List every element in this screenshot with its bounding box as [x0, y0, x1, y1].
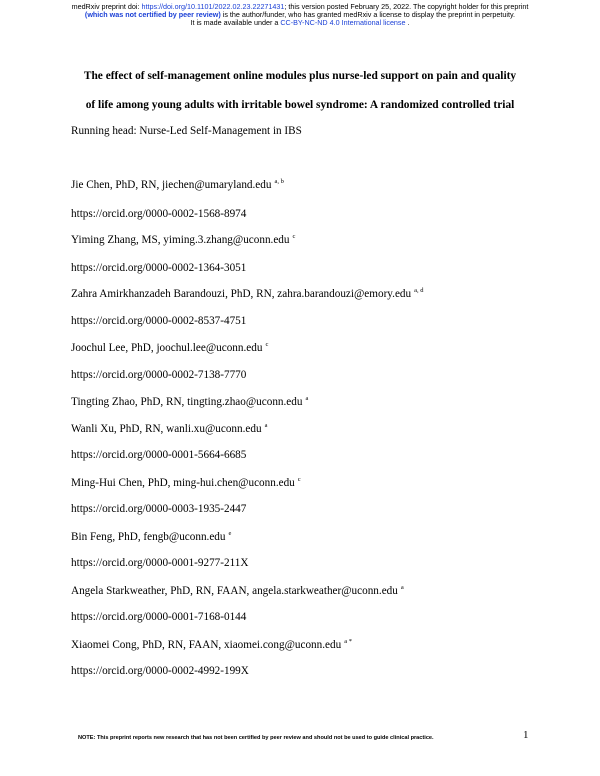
author-3-name: Zahra Amirkhanzadeh Barandouzi, PhD, RN, zahra.barandouzi@emory.edu — [71, 288, 412, 300]
author-2-name: Yiming Zhang, MS, yiming.3.zhang@uconn.edu — [71, 234, 290, 246]
author-5-affiliation: a — [305, 395, 309, 402]
author-1 — [71, 178, 284, 191]
running-head: Running head: Nurse-Led Self-Management in IBS — [71, 125, 302, 137]
author-2-orcid[interactable]: https://orcid.org/0000-0002-1364-3051 — [71, 262, 247, 274]
author-1-affiliation: a, b — [274, 178, 284, 185]
author-9-name: Angela Starkweather, PhD, RN, FAAN, angela.starkweather@uconn.edu — [71, 585, 398, 597]
author-8-name: Bin Feng, PhD, fengb@uconn.edu — [71, 531, 226, 543]
author-1-name: Jie Chen, PhD, RN, jiechen@umaryland.edu — [71, 179, 272, 191]
author-10-name: Xiaomei Cong, PhD, RN, FAAN, xiaomei.cong@uconn.edu — [71, 639, 342, 651]
author-7 — [71, 476, 301, 489]
author-9-affiliation: a — [400, 584, 404, 591]
author-8-affiliation: e — [228, 530, 232, 537]
license-statement: is the author/funder, who has granted medRxiv a license to display the preprint in perpetuity. — [220, 10, 516, 19]
preprint-footer-note: NOTE: This preprint reports new research that has not been certified by peer review and should not be used to guide clinical practice. — [78, 735, 434, 741]
header-doi-prefix: medRxiv preprint doi: — [71, 2, 142, 11]
header-doi-suffix: ; this version posted February 25, 2022. The copyright holder for this preprint — [284, 2, 529, 11]
author-6-orcid[interactable]: https://orcid.org/0000-0001-5664-6685 — [71, 449, 247, 461]
paper-title-line-1: The effect of self-management online modules plus nurse-led support on pain and quality — [83, 70, 517, 82]
author-9 — [71, 584, 404, 597]
author-5-name: Tingting Zhao, PhD, RN, tingting.zhao@uconn.edu — [71, 396, 303, 408]
author-6-name: Wanli Xu, PhD, RN, wanli.xu@uconn.edu — [71, 423, 262, 435]
author-7-orcid[interactable]: https://orcid.org/0000-0003-1935-2447 — [71, 503, 247, 515]
author-1-orcid[interactable]: https://orcid.org/0000-0002-1568-8974 — [71, 208, 247, 220]
author-8-orcid[interactable]: https://orcid.org/0000-0001-9277-211X — [71, 557, 249, 569]
author-3-affiliation: a, d — [414, 287, 424, 294]
author-3-orcid[interactable]: https://orcid.org/0000-0002-8537-4751 — [71, 315, 247, 327]
author-6-affiliation: a — [264, 422, 268, 429]
preprint-header-line-3 — [0, 19, 600, 27]
license-suffix: . — [405, 18, 410, 27]
author-4-name: Joochul Lee, PhD, joochul.lee@uconn.edu — [71, 342, 263, 354]
author-3 — [71, 287, 424, 300]
paper-title-line-2: of life among young adults with irritable bowel syndrome: A randomized controlled trial — [85, 99, 515, 111]
author-6 — [71, 422, 267, 435]
author-10 — [71, 638, 352, 651]
peer-review-notice: (which was not certified by peer review) — [84, 10, 221, 19]
license-link[interactable]: CC-BY-NC-ND 4.0 International license — [280, 18, 406, 27]
author-4-orcid[interactable]: https://orcid.org/0000-0002-7138-7770 — [71, 369, 247, 381]
author-2-affiliation: c — [292, 233, 296, 240]
author-9-orcid[interactable]: https://orcid.org/0000-0001-7168-0144 — [71, 611, 247, 623]
author-4-affiliation: c — [265, 341, 269, 348]
license-prefix: It is made available under a — [190, 18, 281, 27]
author-7-name: Ming-Hui Chen, PhD, ming-hui.chen@uconn.edu — [71, 477, 295, 489]
author-7-affiliation: c — [297, 476, 301, 483]
author-10-orcid[interactable]: https://orcid.org/0000-0002-4992-199X — [71, 665, 249, 677]
page-number: 1 — [523, 729, 529, 741]
author-8 — [71, 530, 231, 543]
author-5 — [71, 395, 308, 408]
doi-link[interactable]: https://doi.org/10.1101/2022.02.23.22271431 — [141, 2, 285, 11]
author-2 — [71, 233, 295, 246]
author-4 — [71, 341, 268, 354]
author-10-affiliation: a * — [344, 638, 352, 645]
